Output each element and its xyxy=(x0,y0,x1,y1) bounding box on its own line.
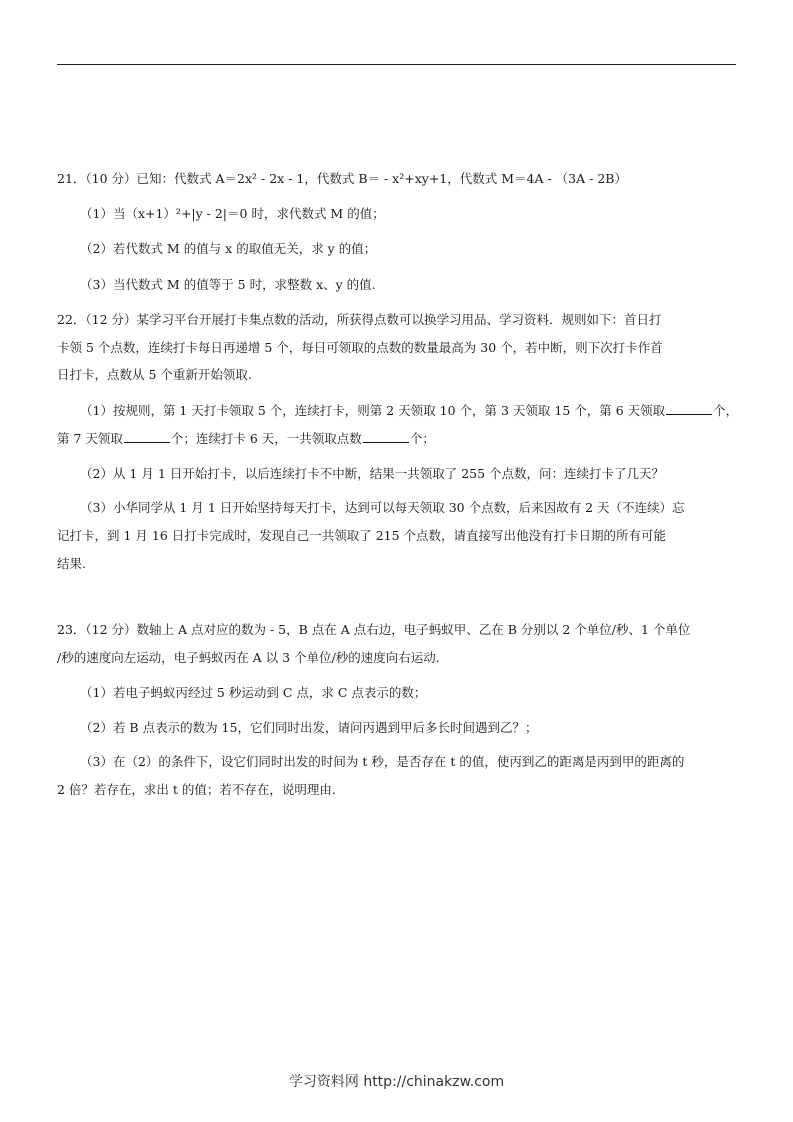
q22-part3-line1: （3）小华同学从 1 月 1 日开始坚持每天打卡，达到可以每天领取 30 个点数，后来因故有 2 天（不连续）忘 xyxy=(80,500,685,515)
q22-stem-line3: 日打卡，点数从 5 个重新开始领取. xyxy=(57,367,252,382)
header-rule xyxy=(57,64,736,65)
footer-watermark: 学习资料网 http://chinakzw.com xyxy=(288,1074,505,1090)
q22-part1-text-a: （1）按规则，第 1 天打卡领取 5 个，连续打卡，则第 2 天领取 10 个，第 3 天领取 15 个，第 6 天领取 xyxy=(80,403,666,418)
q22-stem-line1: 22．（12 分）某学习平台开展打卡集点数的活动，所获得点数可以换学习用品、学习资料．规则如下：首日打 xyxy=(57,312,662,327)
q22-part1-text-e: 个； xyxy=(409,431,435,446)
q22-part1-text-d: 个；连续打卡 6 天，一共领取点数 xyxy=(170,431,362,446)
q23-stem-line1: 23．（12 分）数轴上 A 点对应的数为 - 5，B 点在 A 点右边，电子蚂蚁甲、乙在 B 分别以 2 个单位/秒、1 个单位 xyxy=(57,622,691,637)
q22-part1-line2 xyxy=(57,430,435,447)
answer-blank-day6[interactable] xyxy=(666,402,712,415)
q22-part2: （2）从 1 月 1 日开始打卡，以后连续打卡不中断，结果一共领取了 255 个点数，问：连续打卡了几天？ xyxy=(80,466,665,481)
q22-part1-line1 xyxy=(80,402,738,419)
q23-part2: （2）若 B 点表示的数为 15，它们同时出发，请问丙遇到甲后多长时间遇到乙？； xyxy=(80,720,538,735)
q22-part1-text-b: 个， xyxy=(713,403,739,418)
q21-stem: 21．（10 分）已知：代数式 A＝2x² - 2x - 1，代数式 B＝ - x²+xy+1，代数式 M＝4A - （3A - 2B） xyxy=(57,171,627,186)
q22-stem-line2: 卡领 5 个点数，连续打卡每日再递增 5 个，每日可领取的点数的数量最高为 30 个，若中断，则下次打卡作首 xyxy=(57,340,663,355)
q22-part3-line3: 结果. xyxy=(57,556,86,571)
q21-part2: （2）若代数式 M 的值与 x 的取值无关，求 y 的值； xyxy=(80,241,377,256)
q23-part3-line2: 2 倍？若存在，求出 t 的值；若不存在，说明理由. xyxy=(57,782,336,797)
q23-part3-line1: （3）在（2）的条件下，设它们同时出发的时间为 t 秒，是否存在 t 的值，使丙到乙的距离是丙到甲的距离的 xyxy=(80,754,685,769)
q23-stem-line2: /秒的速度向左运动，电子蚂蚁丙在 A 以 3 个单位/秒的速度向右运动. xyxy=(57,650,440,665)
answer-blank-day7[interactable] xyxy=(124,430,170,443)
answer-blank-total[interactable] xyxy=(363,430,409,443)
q21-part3: （3）当代数式 M 的值等于 5 时，求整数 x、y 的值. xyxy=(80,277,376,292)
q22-part3-line2: 记打卡，到 1 月 16 日打卡完成时，发现自己一共领取了 215 个点数，请直接写出他没有打卡日期的所有可能 xyxy=(57,528,667,543)
q22-part1-text-c: 第 7 天领取 xyxy=(57,431,123,446)
q21-part1: （1）当（x+1）²+|y - 2|＝0 时，求代数式 M 的值； xyxy=(80,206,385,221)
q23-part1: （1）若电子蚂蚁丙经过 5 秒运动到 C 点，求 C 点表示的数； xyxy=(80,685,427,700)
